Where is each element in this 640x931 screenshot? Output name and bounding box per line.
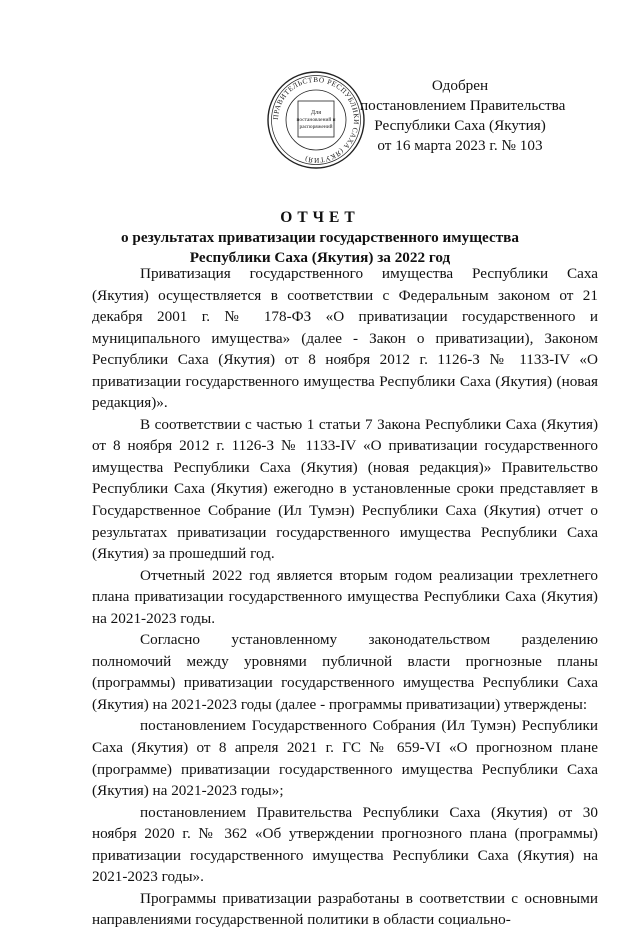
report-title-word: ОТЧЕТ [280,209,360,226]
paragraph: Программы приватизации разработаны в соответствии с основными направлениями государственной политики в области социально- [92,889,598,929]
report-title [0,208,640,268]
paragraph: Отчетный 2022 год является вторым годом реализации трехлетнего плана приватизации государственного имущества Республики Саха (Якутия) на 2021-2023 годы. [92,566,598,627]
approval-line-1: Одобрен [431,77,489,94]
paragraph: Согласно установленному законодательством разделению полномочий между уровнями публичной власти прогнозные планы (программы) приватизации государственного имущества Республики Саха (Якутия) на 2021-2023 годы (далее - программы приватизации) утверждены: [92,631,598,713]
report-body [92,263,598,931]
paragraph: постановлением Правительства Республики Саха (Якутия) от 30 ноября 2020 г. № 362 «Об утверждении прогнозного плана (программы) приватизации государственного имущества Республики Саха (Якутия) на 2021-2023 годы». [92,803,598,886]
official-seal [258,70,374,170]
paragraph: Приватизация государственного имущества Республики Саха (Якутия) осуществляется в соответствии с Федеральным законом от 21 декабря 2001 г. № 178-ФЗ «О приватизации государственного и муниципального имущества» (далее - Закон о приватизации), Законом Республики Саха (Якутия) от 8 ноября 2012 г. 1126-З № 1133-IV «О приватизации государственного имущества Республики Саха (Якутия) (новая редакция)». [92,265,598,412]
approval-line-4: от 16 марта 2023 г. № 103 [377,137,543,154]
report-title-line-2: Республики Саха (Якутия) за 2022 год [189,249,451,266]
seal-center-line1: Для [310,109,322,116]
report-title-line-1: о результатах приватизации государственного имущества [121,229,519,246]
paragraph: постановлением Государственного Собрания (Ил Тумэн) Республики Саха (Якутия) от 8 апреля 2021 г. ГС № 659-VI «О прогнозном плане (программе) приватизации государственного имущества Республики Саха (Якутия) на 2021-2023 годы»; [92,717,598,800]
approval-block [360,76,566,156]
seal-outer-text: ПРАВИТЕЛЬСТВО РЕСПУБЛИКИ САХА (ЯКУТИЯ) [271,75,361,165]
approval-line-3: Республики Саха (Якутия) [374,117,546,134]
seal-center-line2: постановлений и [296,117,336,123]
seal-center-line3: распоряжений [299,124,333,130]
paragraph: В соответствии с частью 1 статьи 7 Закона Республики Саха (Якутия) от 8 ноября 2012 г. 1126-З № 1133-IV «О приватизации государственного имущества Республики Саха (Якутия) (новая редакция)» Правительство Республики Саха (Якутия) ежегодно в установленные сроки представляет в Государственное Собрание (Ил Тумэн) Республики Саха (Якутия) отчет о результатах приватизации государственного имущества Республики Саха (Якутия) за прошедший год. [92,415,598,563]
approval-line-2: постановлением Правительства [360,97,566,114]
